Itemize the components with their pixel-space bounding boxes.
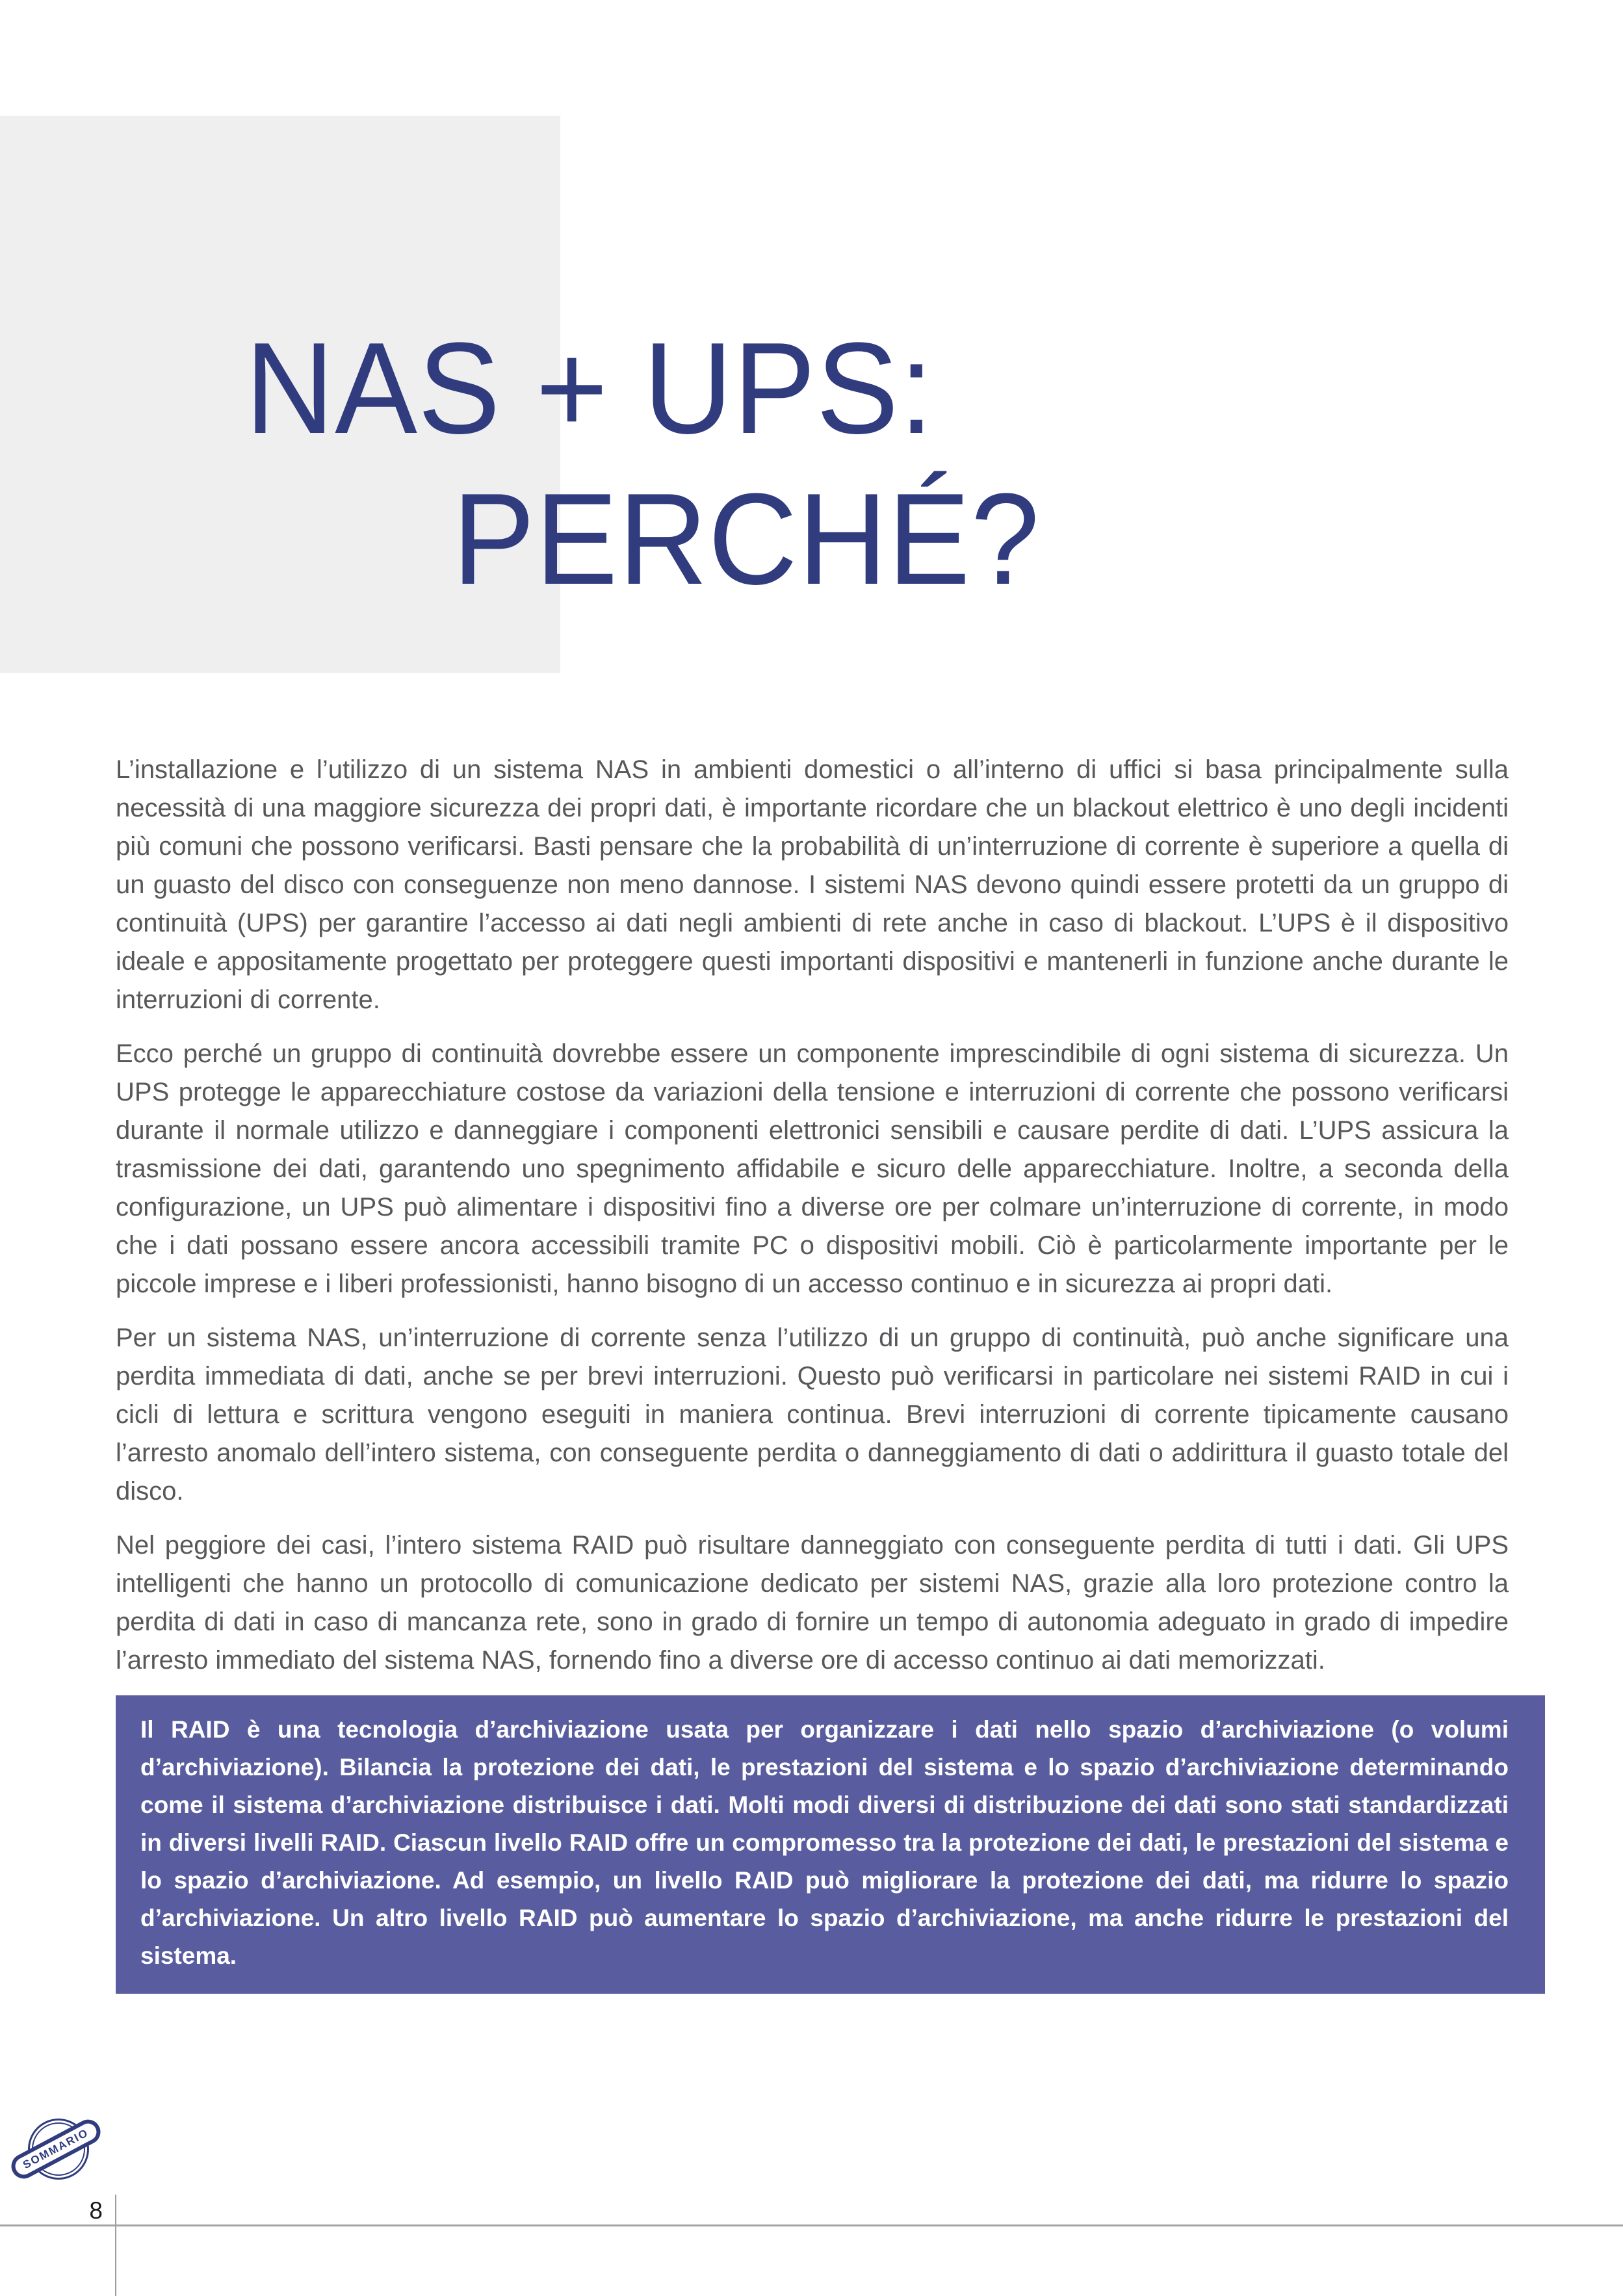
footer-rule-vertical <box>115 2195 116 2296</box>
body-paragraph-2: Ecco perché un gruppo di continuità dovrebbe essere un componente imprescindibile di ogni sistema di sicurezza. Un UPS protegge le apparecchiature costose da variazioni della tensione e interruzioni di corrente che possono verificarsi durante il normale utilizzo e danneggiare i componenti elettronici sensibili e causare perdite di dati. L’UPS assicura la trasmissione dei dati, garantendo uno spegnimento affidabile e sicuro delle apparecchiature. Inoltre, a seconda della configurazione, un UPS può alimentare i dispositivi fino a diverse ore per colmare un’interruzione di corrente, in modo che i dati possano essere ancora accessibili tramite PC o dispositivi mobili. Ciò è particolarmente importante per le piccole imprese e i liberi professionisti, hanno bisogno di un accesso continuo e in sicurezza ai propri dati. <box>116 1039 1509 1298</box>
body-paragraph-4: Nel peggiore dei casi, l’intero sistema RAID può risultare danneggiato con conseguente perdita di tutti i dati. Gli UPS intelligenti che hanno un protocollo di comunicazione dedicato per sistemi NAS, grazie alla loro protezione contro la perdita di dati in caso di mancanza rete, sono in grado di fornire un tempo di autonomia adeguato in grado di impedire l’arresto immediato del sistema NAS, fornendo fino a diverse ore di accesso continuo ai dati memorizzati. <box>116 1531 1509 1675</box>
raid-info-box <box>116 1695 1545 1994</box>
stamp-label: SOMMARIO <box>21 2126 91 2172</box>
body-paragraph-1: L’installazione e l’utilizzo di un sistema NAS in ambienti domestici o all’interno di uffici si basa principalmente sulla necessità di una maggiore sicurezza dei propri dati, è importante ricordare che un blackout elettrico è uno degli incidenti più comuni che possono verificarsi. Basti pensare che la probabilità di un’interruzione di corrente è superiore a quella di un guasto del disco con conseguenze non meno dannose. I sistemi NAS devono quindi essere protetti da un gruppo di continuità (UPS) per garantire l’accesso ai dati negli ambienti di rete anche in caso di blackout. L’UPS è il dispositivo ideale e appositamente progettato per proteggere questi importanti dispositivi e mantenerli in funzione anche durante le interruzioni di corrente. <box>116 755 1509 1014</box>
page-number: 8 <box>89 2197 103 2224</box>
footer-rule-horizontal <box>0 2224 1623 2226</box>
page-title-line-2: PERCHÉ? <box>452 467 1041 612</box>
raid-info-text: Il RAID è una tecnologia d’archiviazione usata per organizzare i dati nello spazio d’archiviazione (o volumi d’archiviazione). Bilancia la protezione dei dati, le prestazioni del sistema e lo spazio d’archiviazione determinando come il sistema d’archiviazione distribuisce i dati. Molti modi diversi di distribuzione dei dati sono stati standardizzati in diversi livelli RAID. Ciascun livello RAID offre un compromesso tra la protezione dei dati, le prestazioni del sistema e lo spazio d’archiviazione. Ad esempio, un livello RAID può migliorare la protezione dei dati, ma ridurre lo spazio d’archiviazione. Un altro livello RAID può aumentare lo spazio d’archiviazione, ma anche ridurre le prestazioni del sistema. <box>140 1716 1509 1969</box>
body-paragraph-3: Per un sistema NAS, un’interruzione di corrente senza l’utilizzo di un gruppo di continuità, può anche significare una perdita immediata di dati, anche se per brevi interruzioni. Questo può verificarsi in particolare nei sistemi RAID in cui i cicli di lettura e scrittura vengono eseguiti in maniera continua. Brevi interruzioni di corrente tipicamente causano l’arresto anomalo dell’intero sistema, con conseguente perdita o danneggiamento di dati o addirittura il guasto totale del disco. <box>116 1324 1509 1506</box>
sommario-stamp[interactable] <box>5 2114 109 2185</box>
main-text-column <box>116 751 1545 1994</box>
page-title-line-1: NAS + UPS: <box>245 316 935 461</box>
